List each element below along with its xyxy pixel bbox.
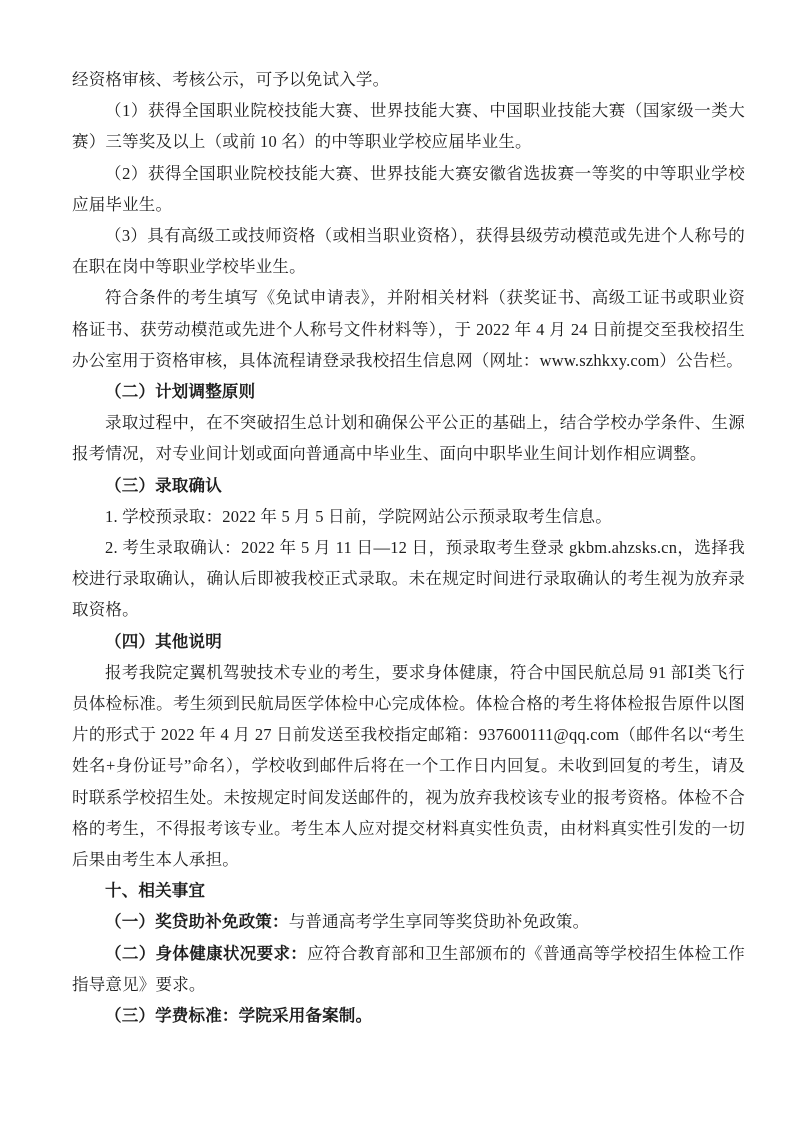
paragraph-lead-label: （一）奖贷助补免政策： — [105, 912, 289, 932]
paragraph-lead-label: （二）身体健康状况要求： — [105, 943, 308, 963]
body-paragraph: 2. 考生录取确认：2022 年 5 月 11 日—12 日，预录取考生登录 gkbm.ahzsks.cn，选择我校进行录取确认，确认后即被我校正式录取。未在规定时间进行录取确认的考生视为放弃录取资格。 — [72, 538, 745, 620]
body-paragraph: 1. 学校预录取：2022 年 5 月 5 日前，学院网站公示预录取考生信息。 — [105, 506, 612, 526]
body-paragraph: 符合条件的考生填写《免试申请表》，并附相关材料（获奖证书、高级工证书或职业资格证书、获劳动模范或先进个人称号文件材料等），于 2022 年 4 月 24 日前提交至我校招生办公室用于资格审核，具体流程请登录我校招生信息网（网址：www.szhkxy.com）公告栏。 — [72, 288, 745, 370]
body-paragraph: 录取过程中，在不突破招生总计划和确保公平公正的基础上，结合学校办学条件、生源报考情况，对专业间计划或面向普通高中毕业生、面向中职毕业生间计划作相应调整。 — [72, 413, 745, 464]
paragraph-text: 应符合教育部和卫生部颁布的《普通高等学校招生体检工作指导意见》要求。 — [72, 943, 745, 994]
body-paragraph: （1）获得全国职业院校技能大赛、世界技能大赛、中国职业技能大赛（国家级一类大赛）三等奖及以上（或前 10 名）的中等职业学校应届毕业生。 — [72, 101, 745, 152]
body-paragraph — [72, 906, 745, 937]
body-paragraph: 报考我院定翼机驾驶技术专业的考生，要求身体健康，符合中国民航总局 91 部Ⅰ类飞行员体检标准。考生须到民航局医学体检中心完成体检。体检合格的考生将体检报告原件以图片的形式于 2022 年 4 月 27 日前发送至我校指定邮箱：937600111@qq.com（邮件名以“考生姓名+身份证号”命名），学校收到邮件后将在一个工作日内回复。未收到回复的考生，请及时联系学校招生处。未按规定时间发送邮件的，视为放弃我校该专业的报考资格。体检不合格的考生，不得报考该专业。考生本人应对提交材料真实性负责，由材料真实性引发的一切后果由考生本人承担。 — [72, 662, 745, 870]
section-heading: （三）学费标准：学院采用备案制。 — [105, 1006, 373, 1026]
document-body — [72, 64, 745, 1031]
body-paragraph: （2）获得全国职业院校技能大赛、世界技能大赛安徽省选拔赛一等奖的中等职业学校应届毕业生。 — [72, 163, 745, 214]
section-heading: （三）录取确认 — [105, 475, 222, 495]
section-heading: （四）其他说明 — [105, 631, 222, 651]
section-heading: （二）计划调整原则 — [105, 382, 256, 402]
body-paragraph: （3）具有高级工或技师资格（或相当职业资格），获得县级劳动模范或先进个人称号的在职在岗中等职业学校毕业生。 — [72, 226, 745, 277]
body-paragraph — [72, 938, 745, 1000]
section-heading: 十、相关事宜 — [105, 881, 206, 901]
body-paragraph: 经资格审核、考核公示，可予以免试入学。 — [72, 70, 390, 89]
paragraph-text: 与普通高考学生享同等奖贷助补免政策。 — [288, 912, 590, 932]
